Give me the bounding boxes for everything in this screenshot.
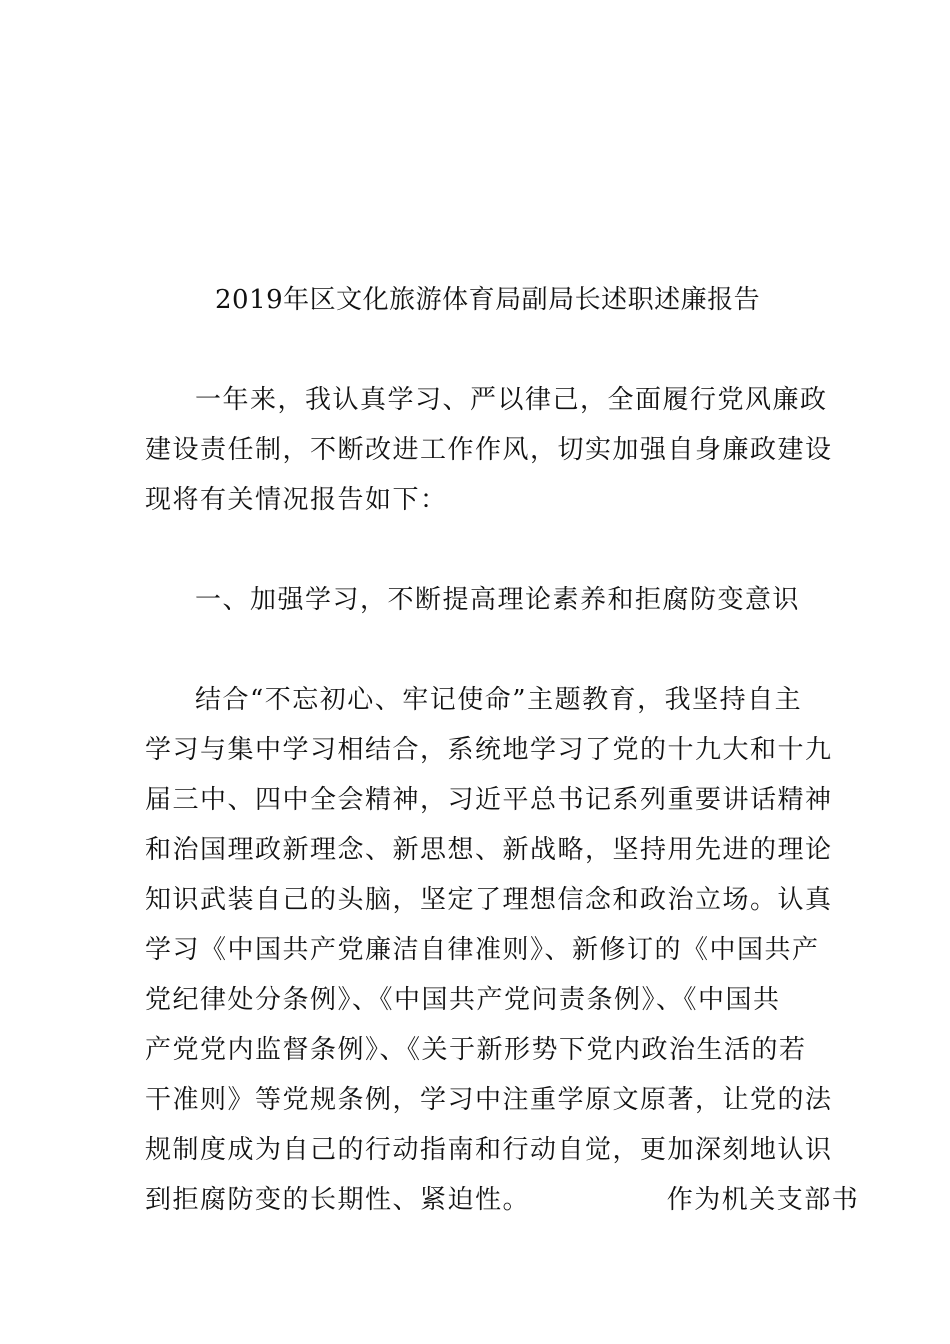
document-title: 2019年区文化旅游体育局副局长述职述廉报告: [215, 285, 761, 315]
body-line: 产党党内监督条例》、《关于新形势下党内政治生活的若: [145, 1035, 807, 1065]
body-line: 知识武装自己的头脑，坚定了理想信念和政治立场。认真: [145, 885, 833, 915]
body-line: 干准则》等党规条例，学习中注重学原文原著，让党的法: [145, 1085, 833, 1115]
body-line: 和治国理政新理念、新思想、新战略，坚持用先进的理论: [145, 835, 833, 865]
intro-line: 建设责任制，不断改进工作作风，切实加强自身廉政建设: [145, 435, 833, 465]
body-line: 规制度成为自己的行动指南和行动自觉，更加深刻地认识: [145, 1135, 833, 1165]
intro-line: 一年来，我认真学习、严以律己，全面履行党风廉政: [195, 385, 828, 415]
body-line: 学习《中国共产党廉洁自律准则》、新修订的《中国共产: [145, 935, 820, 965]
body-line: 学习与集中学习相结合，系统地学习了党的十九大和十九: [145, 735, 833, 765]
body-line: 结合“不忘初心、牢记使命”主题教育，我坚持自主: [195, 685, 803, 715]
body-line: 党纪律处分条例》、《中国共产党问责条例》、《中国共: [145, 985, 781, 1015]
body-line: 届三中、四中全会精神，习近平总书记系列重要讲话精神: [145, 785, 833, 815]
intro-line: 现将有关情况报告如下：: [145, 485, 448, 515]
section-heading: 一、加强学习，不断提高理论素养和拒腐防变意识: [195, 585, 801, 615]
body-line: 到拒腐防变的长期性、紧迫性。 作为机关支部书: [145, 1185, 860, 1215]
